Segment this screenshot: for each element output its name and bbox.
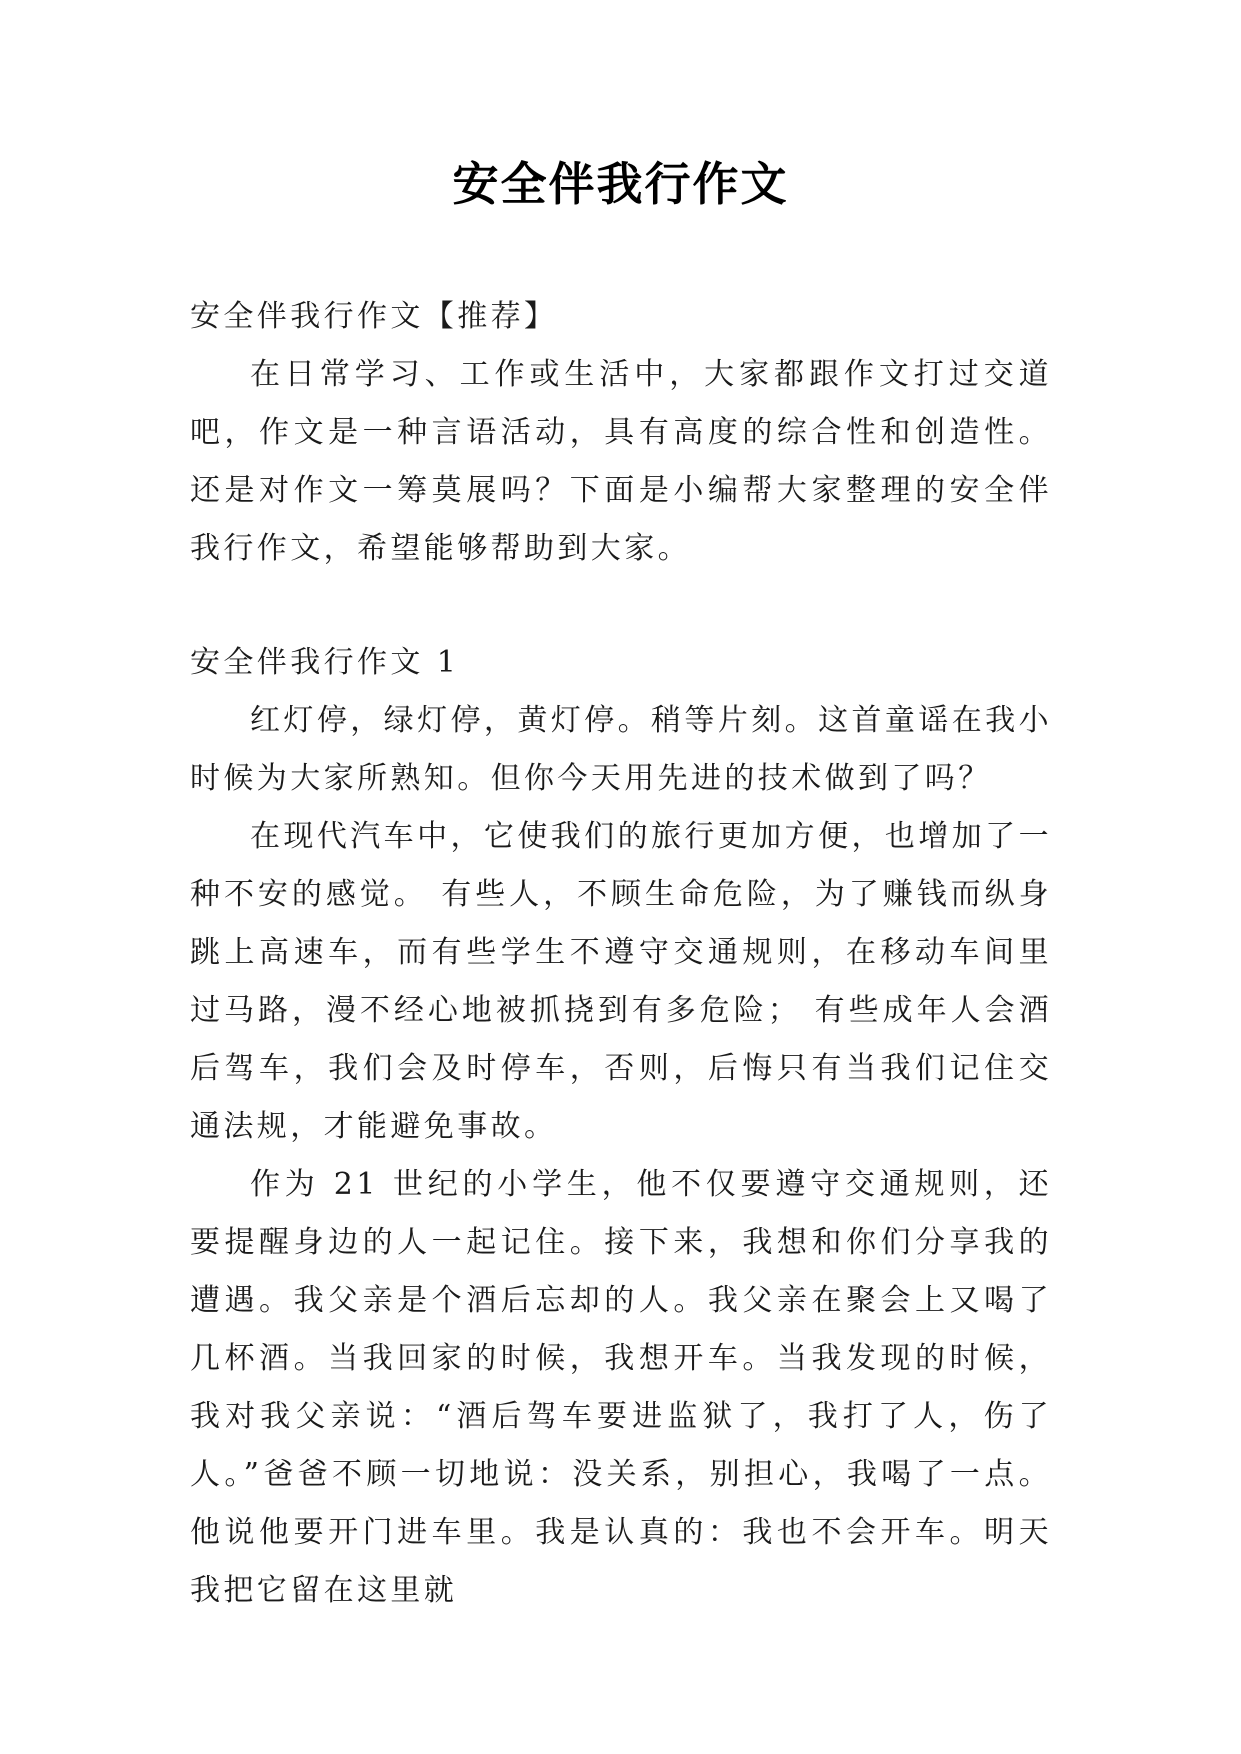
essay-paragraph-2: 在现代汽车中，它使我们的旅行更加方便，也增加了一种不安的感觉。 有些人，不顾生命危险，为了赚钱而纵身跳上高速车，而有些学生不遵守交通规则，在移动车间里过马路，漫不经心地被抓挠到有多危险； 有些成年人会酒后驾车，我们会及时停车，否则，后悔只有当我们记住交通法规，才能避免事故。 (190, 819, 1052, 1144)
essay-heading: 安全伴我行作文 1 (190, 645, 460, 680)
essay-paragraph-1: 红灯停，绿灯停，黄灯停。稍等片刻。这首童谣在我小时候为大家所熟知。但你今天用先进的技术做到了吗？ (190, 703, 1052, 796)
intro-paragraph: 在日常学习、工作或生活中，大家都跟作文打过交道吧，作文是一种言语活动，具有高度的综合性和创造性。还是对作文一筹莫展吗？下面是小编帮大家整理的安全伴我行作文，希望能够帮助到大家。 (190, 357, 1052, 566)
intro-heading: 安全伴我行作文【推荐】 (190, 299, 558, 334)
essay-paragraph-3: 作为 21 世纪的小学生，他不仅要遵守交通规则，还要提醒身边的人一起记住。接下来，我想和你们分享我的遭遇。我父亲是个酒后忘却的人。我父亲在聚会上又喝了几杯酒。当我回家的时候，我想开车。当我发现的时候，我对我父亲说：“酒后驾车要进监狱了，我打了人，伤了人。”爸爸不顾一切地说：没关系，别担心，我喝了一点。他说他要开门进车里。我是认真的：我也不会开车。明天我把它留在这里就 (190, 1167, 1052, 1608)
page-title: 安全伴我行作文 (452, 157, 789, 211)
document-body (190, 288, 1052, 1620)
